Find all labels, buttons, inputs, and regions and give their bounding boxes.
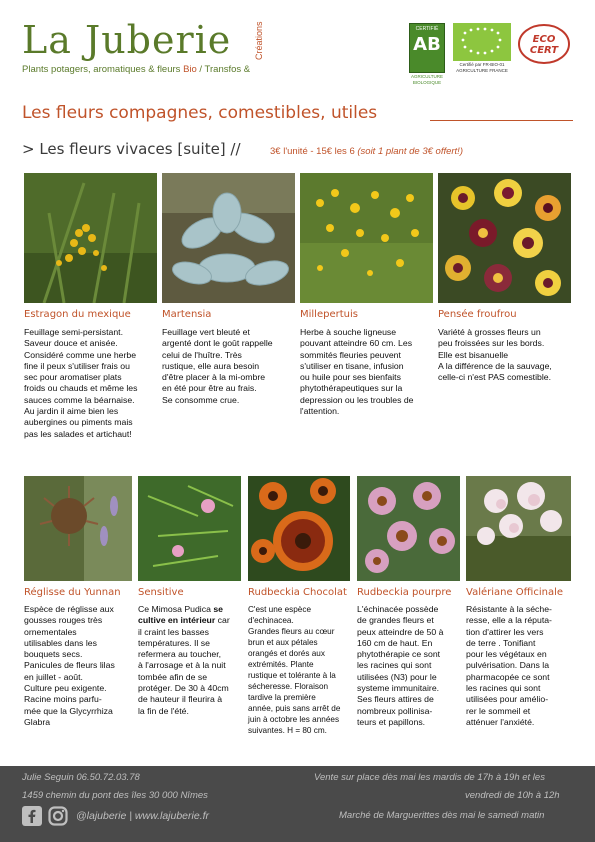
- text-line: pouvant atteindre 60 cm. Les: [300, 338, 413, 349]
- text-line: les racines qui sont: [357, 660, 432, 671]
- text-line: de grandes fleurs et: [357, 615, 434, 626]
- text-line: protéger. De 30 à 40cm: [138, 683, 229, 694]
- rudbeckia-pourpre-photo: [357, 476, 460, 581]
- card-text-reglisse: [24, 604, 134, 728]
- text-line: pharmacopée ce sont: [466, 671, 550, 682]
- card-text-valeriane: [466, 604, 574, 728]
- text-line: L'échinacée possède: [357, 604, 439, 614]
- text-line: Ses fleurs attires de: [357, 694, 434, 705]
- card-name-millepertuis: Millepertuis: [300, 309, 358, 320]
- text-line: les racines qui sont: [466, 683, 541, 694]
- text-line: Considéré comme une herbe: [24, 349, 137, 360]
- text-line: phytothérapie ce sont: [357, 649, 441, 660]
- text-line: il craint les basses: [138, 626, 209, 637]
- footer-market: Marché de Marguerittes dès mai le samedi matin: [339, 810, 545, 821]
- text-line: juin à octobre les années: [248, 715, 340, 724]
- text-line: mée que la Glycyrrhiza: [24, 705, 113, 716]
- card-name-valeriane: Valériane Officinale: [466, 587, 564, 598]
- text-line: Saveur douce et anisée.: [24, 338, 118, 349]
- text-line: tombée afin de se: [138, 671, 208, 682]
- text-line: année, puis sans arrêt de: [248, 704, 341, 713]
- text-line: Au jardin il aime bien les: [24, 406, 119, 417]
- text-line: tardive la première: [248, 693, 316, 702]
- footer-social-link[interactable]: @lajuberie | www.lajuberie.fr: [76, 810, 210, 822]
- text-line: phytothérapeutiques sur la: [300, 383, 403, 394]
- text-line: refermera au toucher,: [138, 649, 222, 660]
- tagline-bio: Bio: [183, 64, 197, 75]
- text-line: utilisées (N3) pour le: [357, 671, 437, 682]
- card-name-estragon: Estragon du mexique: [24, 309, 131, 320]
- brand-name: La Juberie: [22, 18, 232, 62]
- footer-sale-line2: vendredi de 10h à 12h: [465, 790, 560, 801]
- text-line: Se consomme crue.: [162, 394, 240, 405]
- text-line: cultive en intérieur car: [138, 615, 230, 626]
- text-line: ornementales: [24, 626, 77, 637]
- text-line: températures. Il se: [138, 637, 210, 648]
- card-text-millepertuis: [300, 327, 436, 417]
- text-line: ou huile pour ses bienfaits: [300, 372, 401, 383]
- footer-contact: Julie Seguin 06.50.72.03.78: [22, 772, 140, 783]
- card-text-martensia: [162, 327, 298, 406]
- ab-certification-logo: [409, 23, 445, 73]
- text-line: en été pour être au frais.: [162, 383, 257, 394]
- text-line: extrémités. Plante: [248, 660, 314, 669]
- text-line: rustique, elle aura besoin: [162, 360, 260, 371]
- text-line: utilisables dans les: [24, 637, 97, 648]
- text-line: Herbe à souche ligneuse: [300, 327, 397, 337]
- text-line: la fin de l'été.: [138, 705, 189, 716]
- text-line: Résistante à la séche-: [466, 604, 552, 614]
- card-name-martensia: Martensia: [162, 309, 212, 320]
- text-line: d'être placer à la mi-ombre: [162, 372, 266, 383]
- text-line: froids ou chauds et même les: [24, 383, 138, 394]
- card-name-sensitive: Sensitive: [138, 587, 184, 598]
- footer-sale-line1: Vente sur place dès mai les mardis de 17h à 19h et les: [314, 772, 545, 783]
- brand-tagline: [22, 64, 250, 75]
- valeriane-photo: [466, 476, 571, 581]
- rudbeckia-chocolat-photo: [248, 476, 350, 581]
- text-line: Variété à grosses fleurs un: [438, 327, 541, 337]
- text-line: sommités fleuries peuvent: [300, 349, 401, 360]
- text-line: Feuillage semi-persistant.: [24, 327, 123, 337]
- svg-text:CERT: CERT: [529, 45, 559, 56]
- text-line: de terre . Tonifiant: [466, 637, 536, 648]
- text-line: celle-ci n'est PAS comestible.: [438, 372, 552, 383]
- text-line: Racine moins parfu-: [24, 694, 102, 705]
- text-line: en juillet - août.: [24, 671, 83, 682]
- text-line: Glabra: [24, 716, 51, 727]
- text-line: Feuillage vert bleuté et: [162, 327, 250, 337]
- text-line: peux atteindre de 50 à: [357, 626, 444, 637]
- tagline-text-1: Plants potagers, aromatiques & fleurs: [22, 64, 184, 75]
- text-line: Espèce de réglisse aux: [24, 604, 114, 614]
- text-line: A la différence de la sauvage,: [438, 360, 552, 371]
- section-title-rule: [430, 120, 573, 121]
- text-line: brun et aux pétales: [248, 638, 318, 647]
- text-line: utilisées pour amélio-: [466, 694, 549, 705]
- text-line: rer le sommeil et: [466, 705, 531, 716]
- eu-organic-leaf-logo: [453, 23, 511, 61]
- card-text-sensitive: [138, 604, 244, 717]
- ab-top-label: CERTIFIÉ: [415, 26, 439, 32]
- text-line: orangés et dorés aux: [248, 649, 325, 658]
- price-offer: (soit 1 plant de 3€ offert!): [357, 146, 463, 157]
- tagline-text-2: / Transfos &: [196, 64, 251, 75]
- card-name-rudbeckia-pourpre: Rudbeckia pourpre: [357, 587, 452, 598]
- text-line: gousses rouges très: [24, 615, 103, 626]
- svg-text:ECO: ECO: [532, 34, 556, 45]
- footer-address: 1459 chemin du pont des îles 30 000 Nîmes: [22, 790, 208, 801]
- ab-subtitle: AGRICULTURE BIOLOGIQUE: [411, 74, 443, 85]
- text-line: Grandes fleurs au cœur: [248, 627, 335, 636]
- estragon-photo: [24, 173, 157, 303]
- sensitive-photo: [138, 476, 241, 581]
- subsection-title: > Les fleurs vivaces [suite] //: [22, 140, 241, 158]
- text-line: nombreux pollinisa-: [357, 705, 433, 716]
- card-text-rudbeckia-chocolat: [248, 604, 356, 736]
- card-name-pensee: Pensée froufrou: [438, 309, 517, 320]
- card-text-rudbeckia-pourpre: [357, 604, 465, 728]
- price-main: 3€ l'unité - 15€ les 6: [270, 146, 358, 157]
- ab-label: AB: [413, 34, 441, 55]
- text-line: Culture peu exigente.: [24, 683, 107, 694]
- card-name-rudbeckia-chocolat: Rudbeckia Chocolat: [248, 587, 347, 598]
- text-line: C'est une espèce: [248, 605, 312, 614]
- text-line: suivantes. H = 80 cm.: [248, 726, 327, 735]
- text-line: systeme immunitaire.: [357, 683, 440, 694]
- pensee-photo: [438, 173, 571, 303]
- card-text-estragon: [24, 327, 160, 440]
- text-line: sec pour aromatiser plats: [24, 372, 122, 383]
- card-name-reglisse: Réglisse du Yunnan: [24, 587, 121, 598]
- text-line: Ce Mimosa Pudica se: [138, 604, 223, 614]
- eu-subtitle: Certifié par FR-BIO-01 AGRICULTURE FRANCE: [456, 62, 508, 73]
- text-line: pour les végétaux en: [466, 649, 547, 660]
- text-line: d'echinacea.: [248, 616, 294, 625]
- text-line: 160 cm de haut. En: [357, 637, 433, 648]
- text-line: celui de l'huître. Très: [162, 349, 242, 360]
- text-line: bouquets secs.: [24, 649, 83, 660]
- text-line: l'attention.: [300, 406, 340, 417]
- text-line: fine il peux s'utiliser frais ou: [24, 360, 130, 371]
- instagram-icon[interactable]: [48, 806, 68, 826]
- text-line: aubergines ou piments mais: [24, 417, 133, 428]
- text-line: Panicules de fleurs lilas: [24, 660, 115, 671]
- text-line: de hauteur il fleurira à: [138, 694, 223, 705]
- text-line: resse, elle a la réputa-: [466, 615, 552, 626]
- text-line: pulvérisation. Dans la: [466, 660, 550, 671]
- text-line: atténuer l'anxiété.: [466, 716, 535, 727]
- text-line: teurs et papillons.: [357, 716, 426, 727]
- brand-creations: Créations: [254, 21, 264, 60]
- ecocert-logo: [517, 22, 571, 66]
- text-line: peu froissées sur les bords.: [438, 338, 545, 349]
- reglisse-photo: [24, 476, 132, 581]
- price-info: [270, 146, 463, 157]
- text-line: argenté dont le goût rappelle: [162, 338, 273, 349]
- text-line: pas les salades et artichaut!: [24, 428, 132, 439]
- text-line: sauces comme la béarnaise.: [24, 394, 135, 405]
- millepertuis-photo: [300, 173, 433, 303]
- text-line: rustique et tolérante à la: [248, 671, 336, 680]
- text-line: depression ou les troubles de: [300, 394, 414, 405]
- text-line: à l'arrosage et à la nuit: [138, 660, 226, 671]
- text-line: tion d'attirer les vers: [466, 626, 544, 637]
- text-line: sécheresse. Floraison: [248, 682, 329, 691]
- text-line: Elle est bisanuelle: [438, 349, 509, 360]
- facebook-icon[interactable]: [22, 806, 42, 826]
- martensia-photo: [162, 173, 295, 303]
- card-text-pensee: [438, 327, 573, 383]
- section-title: Les fleurs compagnes, comestibles, utiles: [22, 103, 378, 123]
- text-line: s'utiliser en tisane, infusion: [300, 360, 404, 371]
